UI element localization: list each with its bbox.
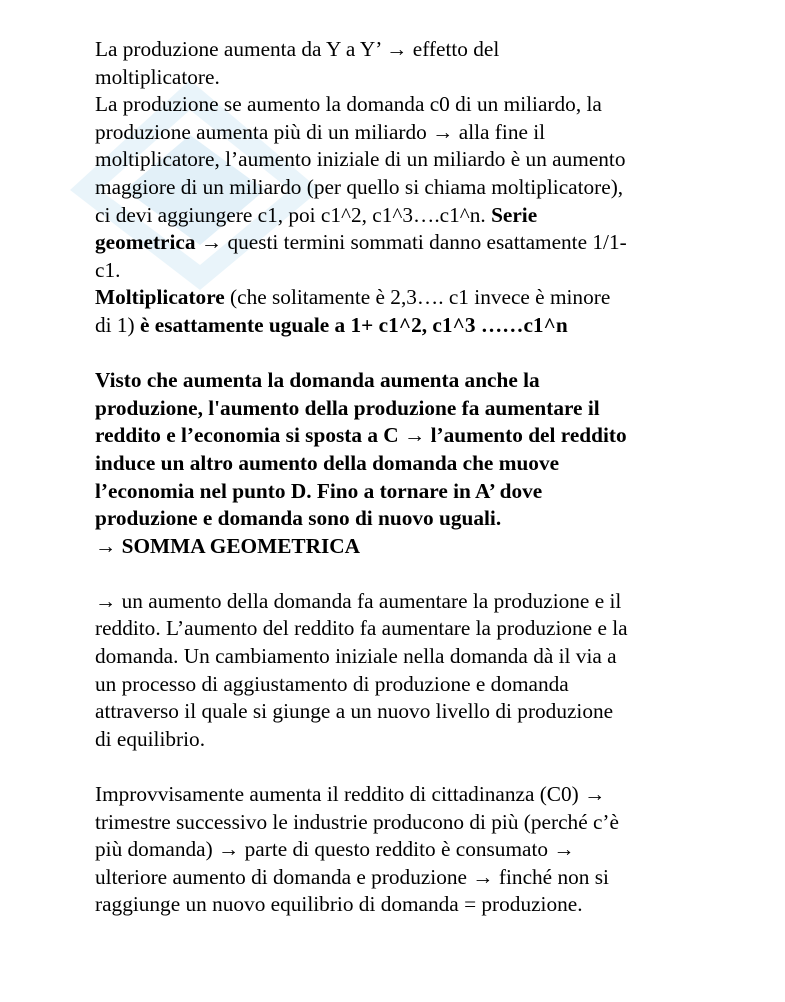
text-line: reddito. L’aumento del reddito fa aumentare la produzione e la xyxy=(95,616,628,641)
paragraph-bold-explanation xyxy=(95,367,705,560)
paragraph-spacer xyxy=(95,560,705,588)
text-line xyxy=(95,422,705,450)
paragraph-spacer xyxy=(95,753,705,781)
text-line: trimestre successivo le industrie producono di più (perché c’è xyxy=(95,809,619,834)
text-line: ulteriore aumento di domanda e produzione → finché non si xyxy=(95,864,609,889)
bold-text: l’economia nel punto D. Fino a tornare in A’ dove xyxy=(95,478,543,503)
text-line xyxy=(95,478,705,506)
paragraph-multiplier-intro xyxy=(95,36,705,340)
text-line xyxy=(95,367,705,395)
bold-heading-somma-geometrica: → SOMMA GEOMETRICA xyxy=(95,533,361,558)
bold-term-moltiplicatore: Moltiplicatore xyxy=(95,285,225,310)
text-line: produzione aumenta più di un miliardo → alla fine il xyxy=(95,119,546,144)
text-line: La produzione aumenta da Y a Y’ → effetto del xyxy=(95,37,500,61)
text-line: attraverso il quale si giunge a un nuovo livello di produzione xyxy=(95,699,614,724)
text-line: maggiore di un miliardo (per quello si chiama moltiplicatore), xyxy=(95,174,624,199)
paragraph-example xyxy=(95,781,705,919)
bold-text: reddito e l’economia si sposta a C → l’aumento del reddito xyxy=(95,423,627,448)
text-line: Improvvisamente aumenta il reddito di cittadinanza (C0) → xyxy=(95,782,606,807)
text-run: di 1) xyxy=(95,312,140,337)
text-line: La produzione se aumento la domanda c0 di un miliardo, la xyxy=(95,92,602,117)
document-body xyxy=(95,36,705,919)
text-line: più domanda) → parte di questo reddito è consumato → xyxy=(95,837,575,862)
bold-term-serie: Serie xyxy=(491,202,538,227)
bold-text: induce un altro aumento della domanda che muove xyxy=(95,450,560,475)
paragraph-demand-increase xyxy=(95,588,705,754)
text-line xyxy=(95,284,705,312)
text-line xyxy=(95,505,705,533)
text-line xyxy=(95,312,705,340)
text-line: moltiplicatore, l’aumento iniziale di un miliardo è un aumento xyxy=(95,147,626,172)
text-line xyxy=(95,395,705,423)
text-run: ci devi aggiungere c1, poi c1^2, c1^3….c1^n. xyxy=(95,202,492,227)
text-line xyxy=(95,229,705,257)
text-line: → un aumento della domanda fa aumentare la produzione e il xyxy=(95,588,622,613)
text-line xyxy=(95,202,705,230)
bold-text: produzione e domanda sono di nuovo uguali. xyxy=(95,506,502,531)
text-line: di equilibrio. xyxy=(95,726,206,751)
text-line xyxy=(95,533,705,561)
text-line: raggiunge un nuovo equilibrio di domanda = produzione. xyxy=(95,892,583,917)
bold-formula: è esattamente uguale a 1+ c1^2, c1^3 ……c1^n xyxy=(139,312,568,337)
text-line: un processo di aggiustamento di produzione e domanda xyxy=(95,671,569,696)
bold-text: produzione, l'aumento della produzione fa aumentare il xyxy=(95,395,600,420)
text-run: (che solitamente è 2,3…. c1 invece è minore xyxy=(224,285,611,310)
paragraph-spacer xyxy=(95,340,705,368)
text-line: c1. xyxy=(95,257,121,282)
text-line xyxy=(95,450,705,478)
text-run: → questi termini sommati danno esattamente 1/1- xyxy=(195,230,627,255)
text-line: moltiplicatore. xyxy=(95,64,220,89)
bold-term-geometrica: geometrica xyxy=(95,230,196,255)
text-line: domanda. Un cambiamento iniziale nella domanda dà il via a xyxy=(95,644,617,669)
bold-text: Visto che aumenta la domanda aumenta anche la xyxy=(95,368,540,393)
